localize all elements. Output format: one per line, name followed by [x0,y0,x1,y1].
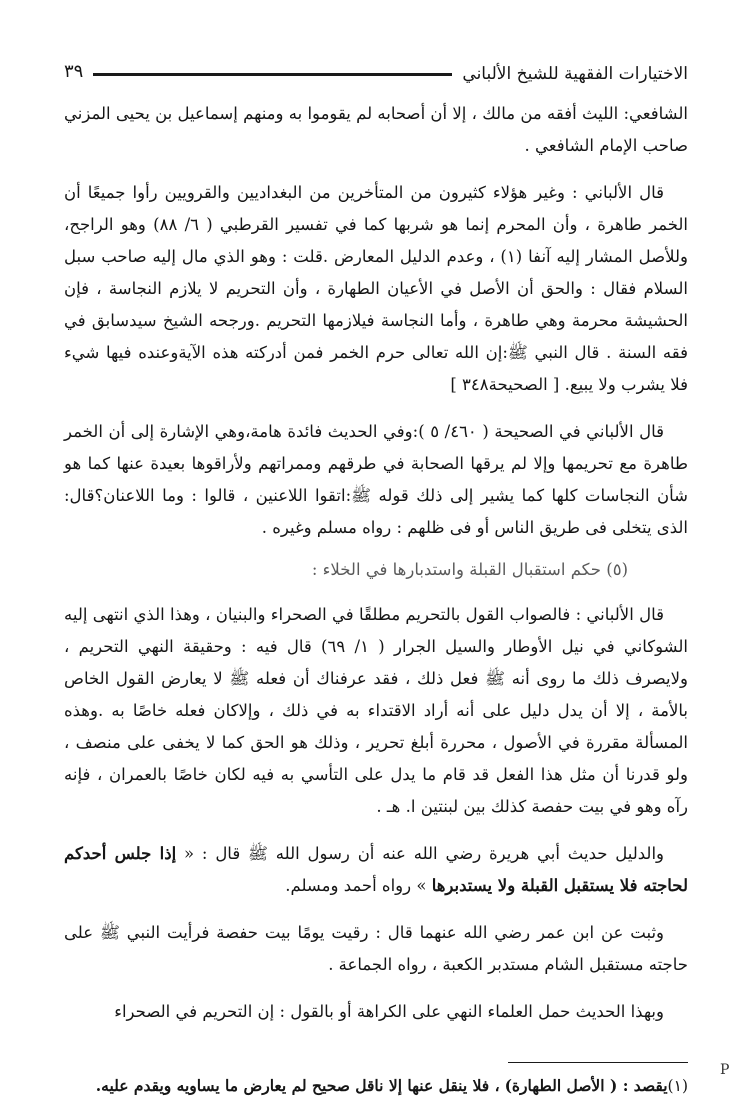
footnote-label: يقصد : ( الأصل الطهارة [511,1076,668,1095]
footnote: (١)يقصد : ( الأصل الطهارة) ، فلا ينقل عنها إلا ناقل صحيح لم يعارض ما يساويه ويقدم عليه. [95,1076,688,1095]
page-number: ٣٩ [64,61,84,82]
header-rule [93,73,452,76]
paragraph-5 [64,838,688,902]
footnote-text: ، فلا ينقل عنها إلا ناقل صحيح لم يعارض ما يساويه ويقدم عليه. [95,1076,500,1095]
paragraph-4: قال الألباني : فالصواب القول بالتحريم مطلقًا في الصحراء والبنيان ، وهذا الذي انتهى إليه الشوكاني في نيل الأوطار والسيل الجرار ( ١/ ٦٩) قال فيه : وحقيقة النهي التحريم ، ولايصرف ذلك ما روى أنه ﷺ فعل ذلك ، فقد عرفناك أن فعله ﷺ لا يعارض القول الخاص بالأمة ، إلا أن يدل دليل على أنه أراد الاقتداء به في ذلك ، وإلاكان فعله خاصًا به .وهذه المسألة مقررة في الأصول ، محررة أبلغ تحرير ، وذلك هو الحق كما لا يخفى على منصف ، ولو قدرنا أن مثل هذا الفعل قد قام ما يدل على التأسي به فيه لكان خاصًا بالعمران ، فإنه رآه وهو في بيت حفصة كذلك بين لبنتين ا. هـ . [64,605,688,816]
page-body [64,98,688,1028]
page-header [64,54,688,88]
corner-mark: P [720,1062,730,1078]
paragraph-3: قال الألباني في الصحيحة ( ٤٦٠/ ٥ ):وفي الحديث فائدة هامة،وهي الإشارة إلى أن الخمر طاهرة مع تحريمها وإلا لم يرقها الصحابة في طرقهم وممراتهم ولأراقوها بعيدة عنها كما هو شأن النجاسات كلها كما يشير إلى ذلك قوله ﷺ:اتقوا اللاعنين ، قالوا : وما اللاعنان؟قال: الذى يتخلى فى طريق الناس أو فى ظلهم : رواه مسلم وغيره . [64,422,688,537]
paragraph-5-intro: والدليل حديث أبي هريرة رضي الله عنه أن رسول الله ﷺ قال : « [184,844,664,863]
section-heading: (٥) حكم استقبال القبلة واستدبارها في الخلاء : [311,560,628,579]
paragraph-2: قال الألباني : وغير هؤلاء كثيرون من المتأخرين من البغداديين والقرويين رأوا جميعًا أن الخمر طاهرة ، وأن المحرم إنما هو شربها كما في تفسير القرطبي ( ٦/ ٨٨) وهو الراجح، وللأصل المشار إليه آنفا (١) ، وعدم الدليل المعارض .قلت : وهو الذي مال إليه صاحب سبل السلام فقال : والحق أن الأصل في الأعيان الطهارة ، وأن التحريم لا يلازم النجاسة ، فإن الحشيشة محرمة وهي طاهرة ، وأما النجاسة فيلازمها التحريم .ورجحه الشيخ سيدسابق في فقه السنة . قال النبي ﷺ:إن الله تعالى حرم الخمر فمن أدركته هذه الآيةوعنده فيها شيء فلا يشرب ولا يبيع. [ الصحيحة٣٤٨ ] [64,183,688,394]
footnote-rule [508,1062,688,1063]
paragraph-1: الشافعي: الليث أفقه من مالك ، إلا أن أصحابه لم يقوموا به ومنهم إسماعيل بن يحيى المزني صاحب الإمام الشافعي . [64,104,688,155]
footnote-marker: (١) [667,1077,688,1095]
hadith-quote: إذا جلس أحدكم لحاجته فلا يستقبل القبلة ولا يستدبرها [64,844,688,895]
paragraph-7: وبهذا الحديث حمل العلماء النهي على الكراهة أو بالقول : إن التحريم في الصحراء [114,1002,664,1021]
paragraph-6: وثبت عن ابن عمر رضي الله عنهما قال : رقيت يومًا بيت حفصة فرأيت النبي ﷺ على حاجته مستقبل الشام مستدبر الكعبة ، رواه الجماعة . [64,923,688,974]
paragraph-5-end: » رواه أحمد ومسلم. [285,876,427,895]
running-title: الاختيارات الفقهية للشيخ الألباني [462,64,688,84]
